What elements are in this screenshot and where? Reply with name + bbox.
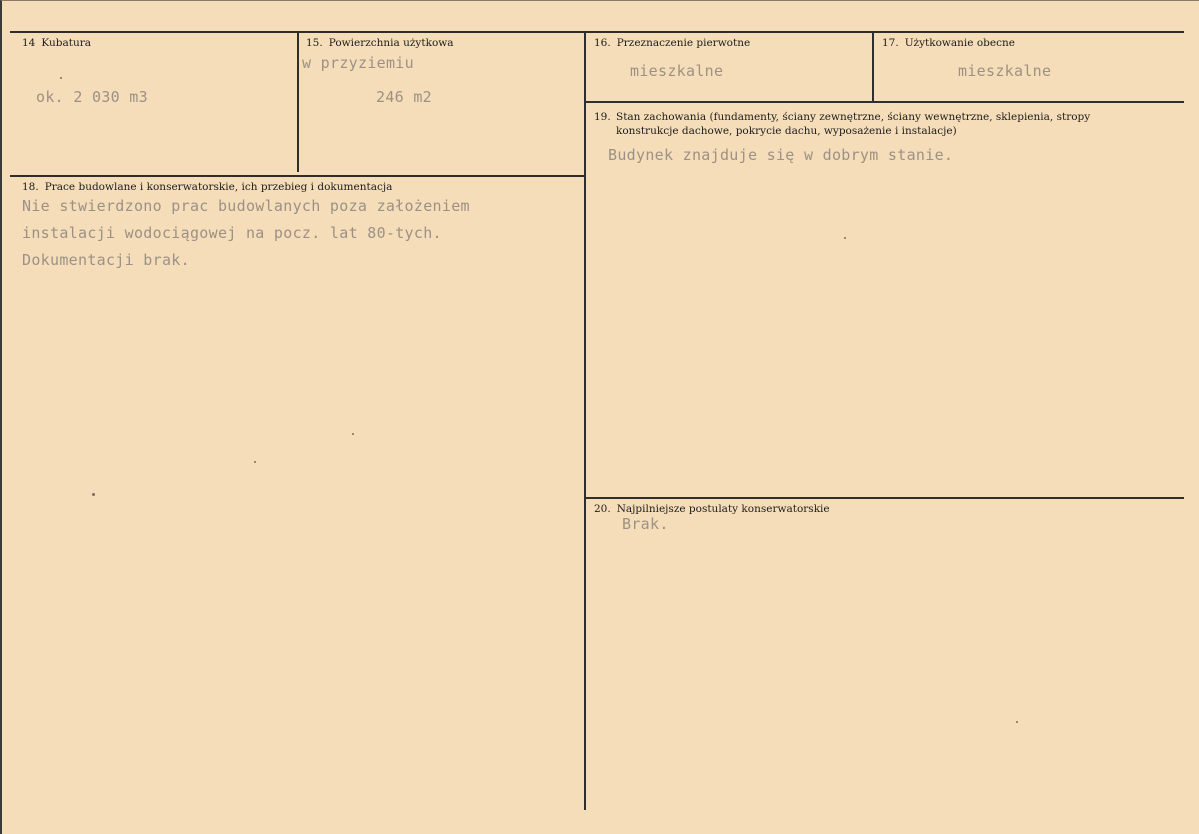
field-18-value-line: instalacji wodociągowej na pocz. lat 80-tych. — [22, 224, 442, 242]
field-18-value-line: Dokumentacji brak. — [22, 251, 190, 269]
field-19-title-line2: konstrukcje dachowe, pokrycie dachu, wyposażenie i instalacje) — [616, 125, 957, 137]
field-14-number: 14 — [22, 37, 36, 49]
top-rule — [10, 31, 1184, 33]
field-19-number: 19. — [594, 111, 611, 123]
field-16-number: 16. — [594, 37, 611, 49]
field-20-number: 20. — [594, 503, 611, 515]
paper-speck — [60, 77, 62, 79]
paper-speck — [254, 461, 256, 463]
field-14-label — [22, 36, 91, 50]
field-17-label — [882, 36, 1015, 50]
paper-speck — [844, 237, 846, 239]
field-18-number: 18. — [22, 181, 39, 193]
field-17-title: Użytkowanie obecne — [904, 37, 1015, 49]
field-18-title: Prace budowlane i konserwatorskie, ich przebieg i dokumentacja — [44, 181, 393, 193]
field-18-value-line: Nie stwierdzono prac budowlanych poza założeniem — [22, 197, 470, 215]
field-20-title: Najpilniejsze postulaty konserwatorskie — [616, 503, 830, 515]
field-16-value: mieszkalne — [630, 62, 724, 80]
field-16-title: Przeznaczenie pierwotne — [616, 37, 751, 49]
field-14-title: Kubatura — [41, 37, 91, 49]
field-19-value: Budynek znajduje się w dobrym stanie. — [608, 146, 954, 164]
rule-under-16-17 — [585, 101, 1184, 103]
field-20-label — [594, 502, 830, 516]
field-20-value: Brak. — [622, 515, 669, 533]
rule-above-20 — [585, 497, 1184, 499]
rule-under-14-15 — [10, 175, 584, 177]
paper-speck — [92, 493, 95, 496]
paper-speck — [352, 433, 354, 435]
field-19-label — [594, 110, 1164, 138]
field-17-number: 17. — [882, 37, 899, 49]
field-18-label — [22, 180, 392, 194]
field-18-value — [22, 193, 470, 274]
paper-speck — [1016, 721, 1018, 723]
field-19-title-line1: Stan zachowania (fundamenty, ściany zewnętrzne, ściany wewnętrzne, sklepienia, stropy — [616, 111, 1091, 123]
field-16-label — [594, 36, 750, 50]
divider-14-15 — [297, 32, 299, 172]
field-15-value-line2: 246 m2 — [376, 88, 432, 106]
field-17-value: mieszkalne — [958, 62, 1052, 80]
field-15-label — [306, 36, 454, 50]
field-15-value-line1: w przyziemiu — [302, 54, 414, 72]
main-column-divider — [584, 32, 586, 810]
field-14-value: ok. 2 030 m3 — [36, 88, 148, 106]
field-15-title: Powierzchnia użytkowa — [328, 37, 454, 49]
divider-16-17 — [872, 32, 874, 102]
field-15-number: 15. — [306, 37, 323, 49]
